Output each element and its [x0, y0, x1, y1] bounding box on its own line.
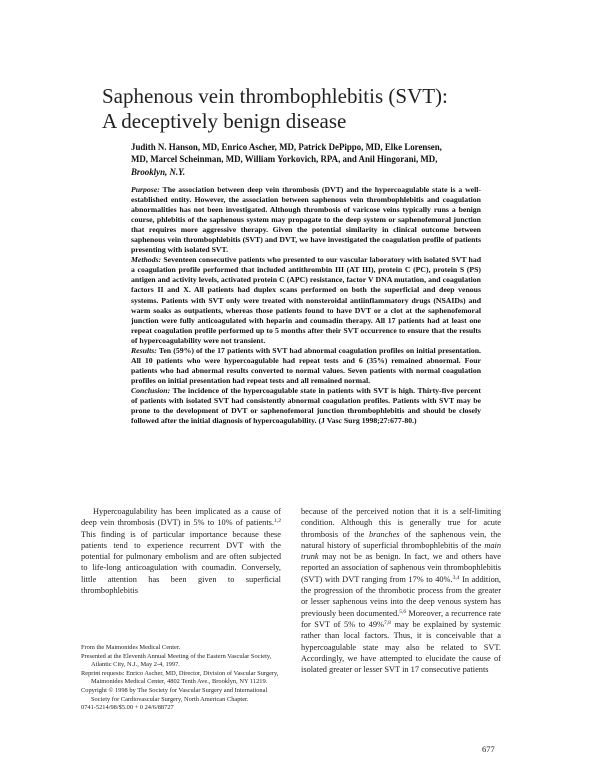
emphasis-main-trunk: main trunk	[301, 540, 501, 562]
body-column-right	[301, 506, 501, 675]
title-line-1: Saphenous vein thrombophlebitis (SVT):	[102, 84, 448, 108]
abstract-methods	[131, 255, 481, 345]
abstract-conclusion	[131, 386, 481, 426]
author-list	[131, 141, 451, 178]
footnote-code: 0741-5214/98/$5.00 + 0 24/6/88727	[81, 704, 174, 712]
footnote-presented: Presented at the Eleventh Annual Meeting of the Eastern Vascular Society, Atlantic City, N.J., May 2-4, 1997.	[81, 652, 272, 669]
title-line-2: A deceptively benign disease	[102, 109, 347, 133]
body-text-b: of the saphenous vein, the natural history of superficial thrombophlebitis of the	[301, 529, 501, 550]
footnote-copyright: Copyright © 1998 by The Society for Vascular Surgery and International Society for Cardiovascular Surgery, North American Chapter.	[81, 686, 268, 703]
abstract-purpose	[131, 185, 481, 255]
methods-text: Seventeen consecutive patients who presented to our vascular laboratory with isolated SVT had a coagulation profile performed that included antithrombin III (AT III), protein C (PC), protein S (PS) antigen and activity levels, activated protein C (APC) resistance, factor V DNA mutation, and coagulation factors II and X. All patients had duplex scans performed on both the superficial and deep venous systems. Patients with SVT only were treated with nonsteroidal antiinflammatory drugs (NSAIDs) and warm soaks as outpatients, whereas those patients found to have DVT or a clot at the saphenofemoral junction were fully anticoagulated with heparin and coumadin therapy. All 17 patients had at least one repeat coagulation profile performed up to 5 months after their SVT occurrence to ensure that the results of hypercoagulability were not transient.	[131, 255, 481, 345]
citation-ref: 5,6	[399, 608, 407, 615]
citation-ref: 3,4	[452, 574, 460, 581]
abstract	[131, 185, 481, 426]
purpose-label: Purpose:	[131, 185, 160, 194]
body-text-c: may not be as benign. In fact, we and others have reported an association of saphenous vein thrombophlebitis (SVT) with DVT ranging from 17% to 40%.	[301, 552, 501, 584]
authors-text: Judith N. Hanson, MD, Enrico Ascher, MD, Patrick DePippo, MD, Elke Lorensen, MD, Marcel Scheinman, MD, William Yorkovich, RPA, and Anil Hingorani, MD,	[131, 142, 442, 165]
results-label: Results:	[131, 345, 157, 355]
body-column-left	[81, 506, 281, 596]
body-text-f: may be explained by systemic rather than local factors. Thus, it is conceivable that a hypercoagulable state may also be related to SVT. Accordingly, we have attempted to elucidate the cause of isolated greater or lesser SVT in 17 consecutive patients	[301, 619, 501, 675]
footnote-from: From the Maimonides Medical Center.	[81, 644, 181, 651]
body-text-d: In addition, the progression of the thrombotic process from the greater or lesser saphenous veins into the deep venous system has previously been documented.	[301, 574, 501, 618]
purpose-text: The association between deep vein thrombosis (DVT) and the hypercoagulable state is a well-established entity. However, the association between saphenous vein thrombophlebitis and coagulation abnormalities has not been investigated. Although thrombosis of varicose veins typically runs a benign course, phlebitis of the saphenous system may propagate to the deep system or saphenofemoral junction that requires more aggressive therapy. Given the potential similarity in clinical outcome between saphenous vein thrombophlebitis (SVT) and DVT, we have investigated the coagulation profile of patients presenting with isolated SVT.	[131, 185, 481, 255]
author-location: Brooklyn, N.Y.	[131, 166, 186, 177]
intro-text-b: This finding is of particular importance because these patients tend to experience recurrent DVT with the potential for pulmonary embolism and are often subjected to life-long anticoagulation with coumadin. Conversely, little attention has been given to superficial thrombophlebitis	[81, 529, 281, 596]
continued-paragraph	[301, 506, 501, 675]
emphasis-branches: branches	[368, 529, 400, 539]
citation-ref: 7,8	[383, 619, 391, 626]
body-text-e: Moreover, a recurrence rate for SVT of 5% to 49%	[301, 608, 502, 629]
methods-label: Methods:	[131, 255, 162, 265]
results-text: Ten (59%) of the 17 patients with SVT had abnormal coagulation profiles on initial presentation. All 10 patients who were hypercoagulable had repeat tests and 6 (35%) remained abnormal. Four patients who had abnormal results converted to normal values. Seven patients with normal coagulation profiles on initial presentation had repeat tests and all remained normal.	[131, 345, 481, 385]
citation-ref: 1,2	[274, 518, 281, 525]
article-title	[102, 84, 542, 134]
page-number: 677	[482, 744, 495, 754]
body-text-a: because of the perceived notion that it is a self-limiting condition. Although this is generally true for acute thrombosis of the	[301, 507, 501, 539]
intro-paragraph	[81, 506, 281, 596]
footnotes	[81, 644, 286, 713]
intro-text-a: Hypercoagulability has been implicated as a cause of deep vein thrombosis (DVT) in 5% to 10% of patients.	[81, 507, 281, 528]
conclusion-text: The incidence of the hypercoagulable state in patients with SVT is high. Thirty-five percent of patients with isolated SVT had consistently abnormal coagulation profiles. Patients with SVT may be prone to the development of DVT or saphenofemoral junction thrombophlebitis and should be closely followed after the initial diagnosis of hypercoagulability. (J Vasc Surg 1998;27:677-80.)	[131, 385, 481, 426]
abstract-results	[131, 346, 481, 386]
footnote-reprint: Reprint requests: Enrico Ascher, MD, Director, Division of Vascular Surgery, Maimonides Medical Center, 4802 Tenth Ave., Brooklyn, NY 11219.	[81, 669, 279, 686]
conclusion-label: Conclusion:	[131, 385, 171, 395]
